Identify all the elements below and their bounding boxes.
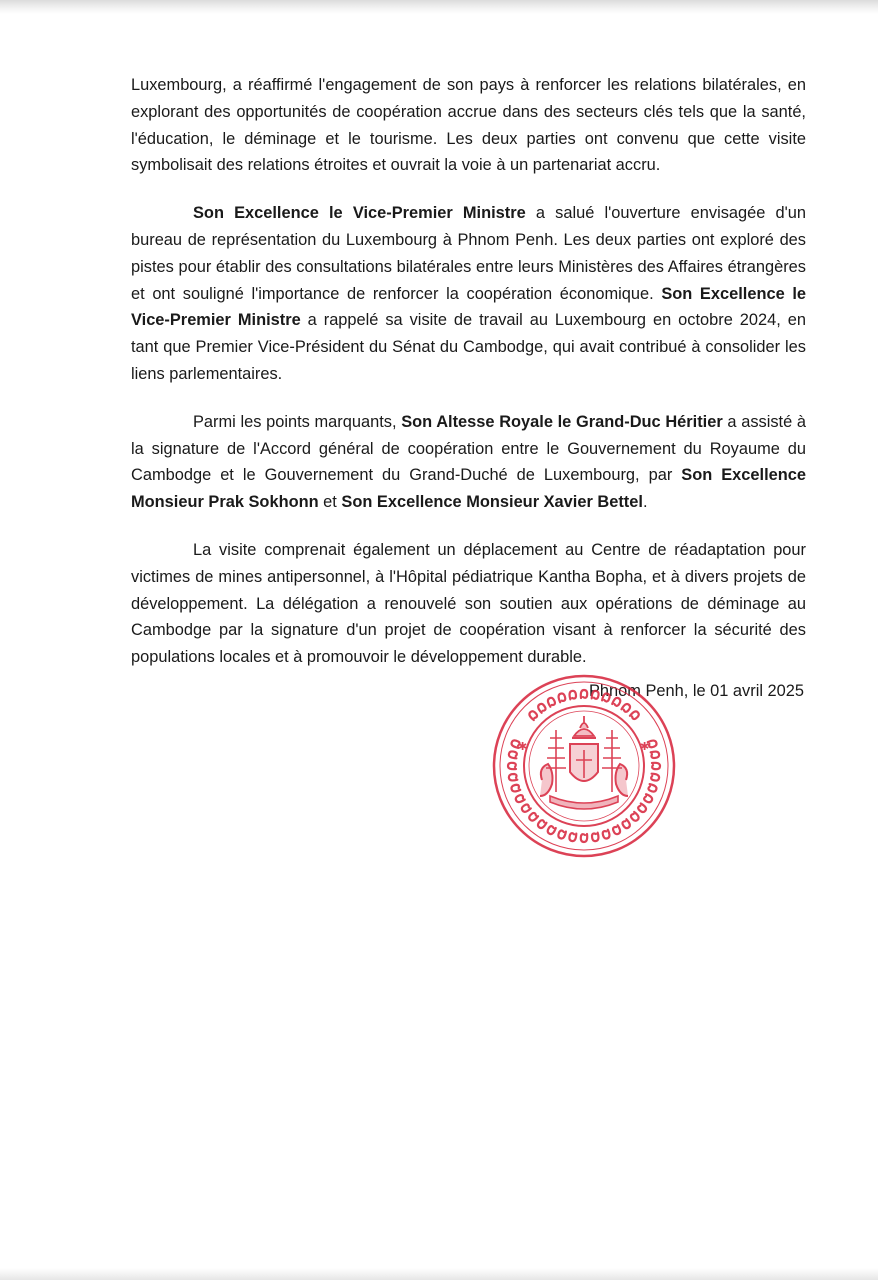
document-body (131, 72, 806, 692)
paragraph-2 (131, 200, 806, 388)
paragraph-text: La visite comprenait également un déplacement au Centre de réadaptation pour victimes de mines antipersonnel, à l'Hôpital pédiatrique Kantha Bopha, et à divers projets de développement. La délégation a renouvelé son soutien aux opérations de déminage au Cambodge par la signature d'un projet de coopération visant à renforcer la sécurité des populations locales et à promouvoir le développement durable. (131, 540, 806, 667)
seal-glyph-mark (528, 710, 538, 720)
paragraph-text: a assisté à la signature de l'Accord général de coopération entre le Gouvernement du Royaume du Cambodge et le Gouvernement du Grand-Duché de Luxembourg, par (131, 412, 807, 485)
seal-glyph-mark (537, 703, 547, 713)
seal-glyph-mark (515, 794, 525, 803)
seal-glyph-mark (528, 812, 538, 822)
seal-glyph-mark (652, 763, 660, 769)
page-bottom-edge (0, 1268, 878, 1280)
svg-text:✱: ✱ (518, 740, 528, 753)
paragraph-text: a rappelé sa visite de travail au Luxembourg en octobre 2024, en tant que Premier Vice-Président du Sénat du Cambodge, qui avait contribué à consolider les liens parlementaires. (131, 311, 806, 383)
seal-glyph-mark (521, 803, 531, 813)
seal-glyph-mark (621, 703, 631, 713)
paragraph-text: et (318, 493, 342, 512)
seal-glyph-mark (508, 774, 517, 782)
paragraph-text: a salué l'ouverture envisagée d'un bureau de représentation du Luxembourg à Phnom Penh. Les deux parties ont exploré des pistes pour établir des consultations bilatérales entre leurs Ministères des Affaires étrangères et ont souligné l'importance de renforcer la coopération économique. (131, 204, 806, 303)
seal-glyph-mark (612, 825, 621, 835)
seal-glyph-mark (581, 834, 587, 842)
royal-seal-icon (490, 672, 678, 860)
bold-phrase: Son Excellence le Vice-Premier Ministre (193, 204, 526, 223)
seal-glyph-mark (508, 751, 517, 759)
seal-glyph-mark (648, 784, 658, 793)
seal-glyph-mark (508, 763, 516, 769)
svg-text:✱: ✱ (640, 740, 650, 753)
paragraph-text: Luxembourg, a réaffirmé l'engagement de son pays à renforcer les relations bilatérales, en explorant des opportunités de coopération accrue dans des secteurs clés tels que la santé, l'éducation, le déminage et le tourisme. Les deux parties ont convenu que cette visite symbolisait des relations étroites et ouvrait la voie à un partenariat accru. (131, 76, 806, 175)
bold-phrase: Son Excellence le Vice-Premier Ministre (131, 284, 807, 330)
seal-glyph-mark (511, 784, 521, 793)
bold-phrase: Son Altesse Royale le Grand-Duc Héritier (401, 412, 723, 431)
seal-glyph-mark (637, 803, 647, 813)
seal-glyph-mark (643, 794, 653, 803)
seal-glyph-mark (602, 830, 611, 840)
paragraph-1 (131, 72, 806, 179)
seal-glyph-mark (537, 819, 547, 829)
paragraph-text: . (642, 493, 648, 512)
seal-glyph-mark (630, 812, 640, 822)
seal-glyph-mark (569, 833, 577, 842)
seal-glyph-mark (547, 825, 556, 835)
seal-glyph-mark (612, 697, 621, 707)
page-top-edge (0, 0, 878, 14)
bold-phrase: Son Excellence Monsieur Xavier Bettel (341, 493, 643, 512)
seal-glyph-mark (592, 690, 600, 699)
seal-glyph-mark (651, 774, 660, 782)
seal-glyph-mark (630, 710, 640, 720)
paragraph-4 (131, 537, 806, 671)
seal-glyph-mark (602, 693, 611, 703)
seal-glyph-mark (569, 690, 577, 699)
seal-glyph-mark (547, 697, 556, 707)
bold-phrase: Son Excellence Monsieur Prak Sokhonn (131, 466, 806, 512)
seal-glyph-mark (581, 690, 587, 698)
paragraph-text: Parmi les points marquants, (193, 412, 402, 431)
seal-glyph-mark (558, 693, 567, 703)
date-place-line: Phnom Penh, le 01 avril 2025 (588, 682, 804, 700)
paragraph-3 (131, 409, 806, 516)
seal-glyph-mark (592, 833, 600, 842)
seal-glyph-mark (621, 819, 631, 829)
seal-glyph-mark (651, 751, 660, 759)
seal-glyph-mark (558, 830, 567, 840)
